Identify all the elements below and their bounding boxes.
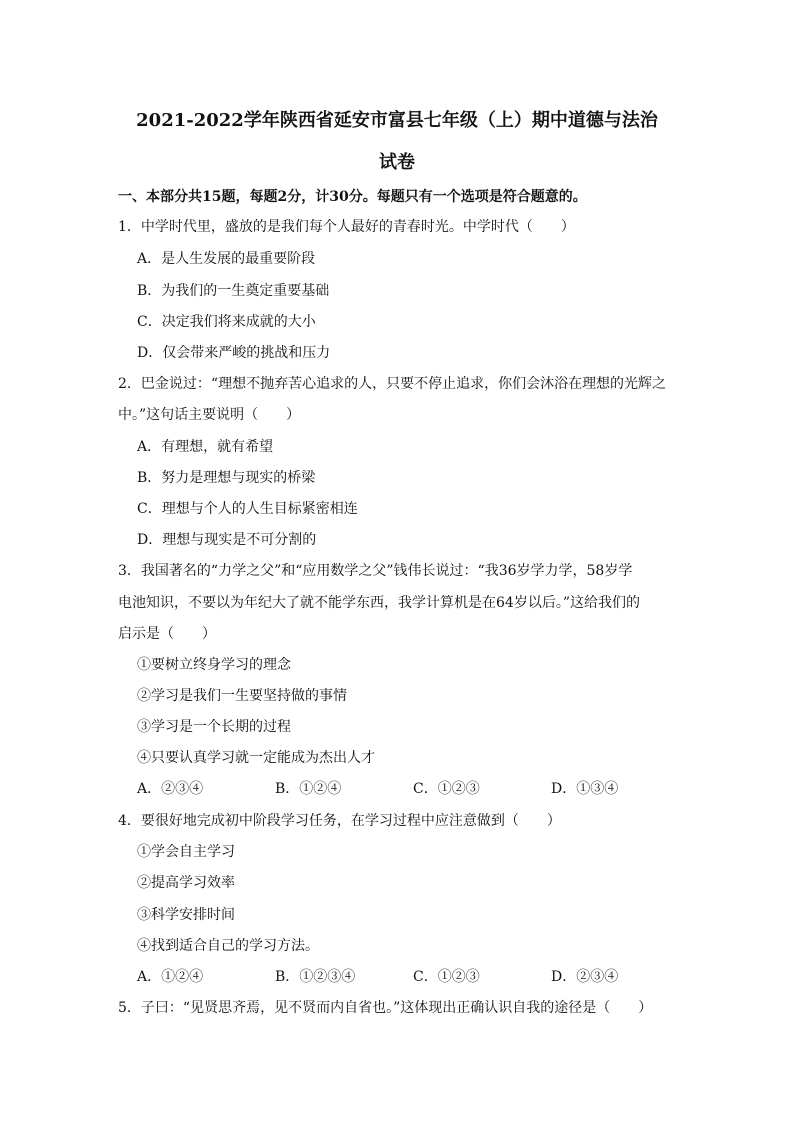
question-3-choices bbox=[137, 778, 689, 798]
question-4-stem: 4．要很好地完成初中阶段学习任务，在学习过程中应注意做到（ ） bbox=[118, 813, 561, 829]
question-1-option-c: C．决定我们将来成就的大小 bbox=[137, 314, 316, 330]
question-3-item-4: ④只要认真学习就一定能成为杰出人才 bbox=[137, 750, 375, 766]
question-2-option-c: C．理想与个人的人生目标紧密相连 bbox=[137, 501, 358, 517]
question-3-stem-line2: 电池知识，不要以为年纪大了就不能学东西，我学计算机是在64岁以后。”这给我们的 bbox=[118, 595, 640, 611]
question-3-choice-a: A．②③④ bbox=[137, 781, 204, 797]
question-2-option-b: B．努力是理想与现实的桥梁 bbox=[137, 470, 316, 486]
exam-title-line2: 试卷 bbox=[379, 152, 415, 173]
question-4-choice-c: C．①②③ bbox=[413, 969, 480, 985]
question-3-item-1: ①要树立终身学习的理念 bbox=[137, 657, 291, 673]
question-3-item-2: ②学习是我们一生要坚持做的事情 bbox=[137, 688, 347, 704]
question-1-option-a: A．是人生发展的最重要阶段 bbox=[137, 251, 316, 267]
question-3-choice-c: C．①②③ bbox=[413, 781, 480, 797]
question-3-stem-line3: 启示是（ ） bbox=[118, 626, 216, 642]
question-5-stem: 5．子曰：“见贤思齐焉，见不贤而内自省也。”这体现出正确认识自我的途径是（ ） bbox=[118, 1000, 653, 1016]
section-heading: 一、本部分共15题，每题2分，计30分。每题只有一个选项是符合题意的。 bbox=[118, 189, 587, 205]
question-4-choice-d: D．②③④ bbox=[551, 969, 619, 985]
question-4-item-2: ②提高学习效率 bbox=[137, 875, 235, 891]
question-3-choice-d: D．①③④ bbox=[551, 781, 619, 797]
question-3-item-3: ③学习是一个长期的过程 bbox=[137, 719, 291, 735]
question-1-option-d: D．仅会带来严峻的挑战和压力 bbox=[137, 345, 331, 361]
question-4-choice-a: A．①②④ bbox=[137, 969, 204, 985]
question-4-item-4: ④找到适合自己的学习方法。 bbox=[137, 938, 319, 954]
question-3-choice-b: B．①②④ bbox=[275, 781, 342, 797]
question-2-option-a: A．有理想，就有希望 bbox=[137, 439, 274, 455]
question-2-option-d: D．理想与现实是不可分割的 bbox=[137, 532, 317, 548]
question-1-option-b: B．为我们的一生奠定重要基础 bbox=[137, 283, 330, 299]
exam-title-line1: 2021-2022学年陕西省延安市富县七年级（上）期中道德与法治 bbox=[136, 110, 658, 131]
question-2-stem-line1: 2．巴金说过：“理想不抛弃苦心追求的人，只要不停止追求，你们会沐浴在理想的光辉之 bbox=[118, 376, 667, 392]
question-3-stem-line1: 3．我国著名的“力学之父”和“应用数学之父”钱伟长说过：“我36岁学力学，58岁学 bbox=[118, 563, 633, 579]
question-4-item-1: ①学会自主学习 bbox=[137, 844, 235, 860]
question-4-choices bbox=[137, 966, 689, 986]
question-2-stem-line2: 中。”这句话主要说明（ ） bbox=[118, 407, 301, 423]
question-4-choice-b: B．①②③④ bbox=[275, 969, 356, 985]
question-4-item-3: ③科学安排时间 bbox=[137, 907, 235, 923]
question-1-stem: 1．中学时代里，盛放的是我们每个人最好的青春时光。中学时代（ ） bbox=[118, 219, 575, 235]
